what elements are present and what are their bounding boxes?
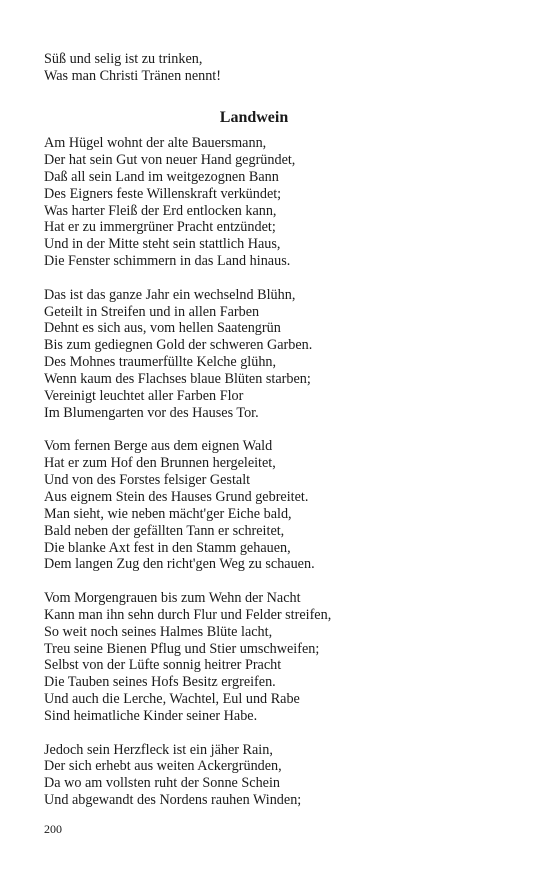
stanza-5 xyxy=(44,742,331,810)
stanza-3 xyxy=(44,438,331,573)
page-number: 200 xyxy=(44,822,62,836)
verse-line: Kann man ihn sehn durch Flur und Felder streifen, xyxy=(44,606,332,623)
verse-line: Bald neben der gefällten Tann er schreitet, xyxy=(44,522,285,539)
verse-line: Hat er zu immergrüner Pracht entzündet; xyxy=(44,219,276,236)
verse-line: Im Blumengarten vor des Hauses Tor. xyxy=(44,404,259,421)
verse-line: Hat er zum Hof den Brunnen hergeleitet, xyxy=(44,455,276,472)
verse-line: Des Eigners feste Willenskraft verkündet; xyxy=(44,185,282,202)
verse-line: Dem langen Zug den richt'gen Weg zu schauen. xyxy=(44,556,315,573)
poem-title: Landwein xyxy=(219,109,289,126)
verse-line: Treu seine Bienen Pflug und Stier umschweifen; xyxy=(44,640,320,657)
verse-line: Der hat sein Gut von neuer Hand gegründet, xyxy=(44,151,296,168)
verse-line: Was man Christi Tränen nennt! xyxy=(44,67,221,84)
verse-line: Die Fenster schimmern in das Land hinaus. xyxy=(44,253,291,270)
verse-line: Was harter Fleiß der Erd entlocken kann, xyxy=(44,202,277,219)
verse-line: Und von des Forstes felsiger Gestalt xyxy=(44,472,251,489)
verse-line: Da wo am vollsten ruht der Sonne Schein xyxy=(44,775,281,792)
verse-line: Die blanke Axt fest in den Stamm gehauen, xyxy=(44,539,291,556)
verse-line: Vom fernen Berge aus dem eignen Wald xyxy=(44,438,273,455)
verse-line: Und auch die Lerche, Wachtel, Eul und Rabe xyxy=(44,691,300,708)
verse-line: Der sich erhebt aus weiten Ackergründen, xyxy=(44,758,282,775)
stanza-1 xyxy=(44,135,331,270)
verse-line: Und in der Mitte steht sein stattlich Haus, xyxy=(44,236,281,253)
verse-line: Vereinigt leuchtet aller Farben Flor xyxy=(44,387,244,404)
verse-line: Wenn kaum des Flachses blaue Blüten starben; xyxy=(44,371,311,388)
verse-line: Geteilt in Streifen und in allen Farben xyxy=(44,303,260,320)
stanza-2 xyxy=(44,287,331,422)
verse-line: So weit noch seines Halmes Blüte lacht, xyxy=(44,623,273,640)
verse-line: Aus eignem Stein des Hauses Grund gebreitet. xyxy=(44,488,309,505)
stanza-4 xyxy=(44,590,331,725)
verse-line: Jedoch sein Herzfleck ist ein jäher Rain, xyxy=(44,741,273,758)
previous-poem-ending xyxy=(44,51,221,85)
verse-line: Das ist das ganze Jahr ein wechselnd Blühn, xyxy=(44,286,296,303)
verse-line: Süß und selig ist zu trinken, xyxy=(44,51,203,67)
verse-line: Dehnt es sich aus, vom hellen Saatengrün xyxy=(44,320,281,337)
verse-line: Selbst von der Lüfte sonnig heitrer Pracht xyxy=(44,657,282,674)
verse-line: Vom Morgengrauen bis zum Wehn der Nacht xyxy=(44,589,301,606)
verse-line: Man sieht, wie neben mächt'ger Eiche bald, xyxy=(44,505,292,522)
verse-line: Am Hügel wohnt der alte Bauersmann, xyxy=(44,135,267,151)
verse-line: Des Mohnes traumerfüllte Kelche glühn, xyxy=(44,354,277,371)
verse-line: Und abgewandt des Nordens rauhen Winden; xyxy=(44,792,302,809)
verse-line: Daß all sein Land im weitgezognen Bann xyxy=(44,168,279,185)
verse-line: Die Tauben seines Hofs Besitz ergreifen. xyxy=(44,674,276,691)
verse-line: Bis zum gediegnen Gold der schweren Garben. xyxy=(44,337,313,354)
poem-body xyxy=(44,135,331,826)
verse-line: Sind heimatliche Kinder seiner Habe. xyxy=(44,708,258,725)
